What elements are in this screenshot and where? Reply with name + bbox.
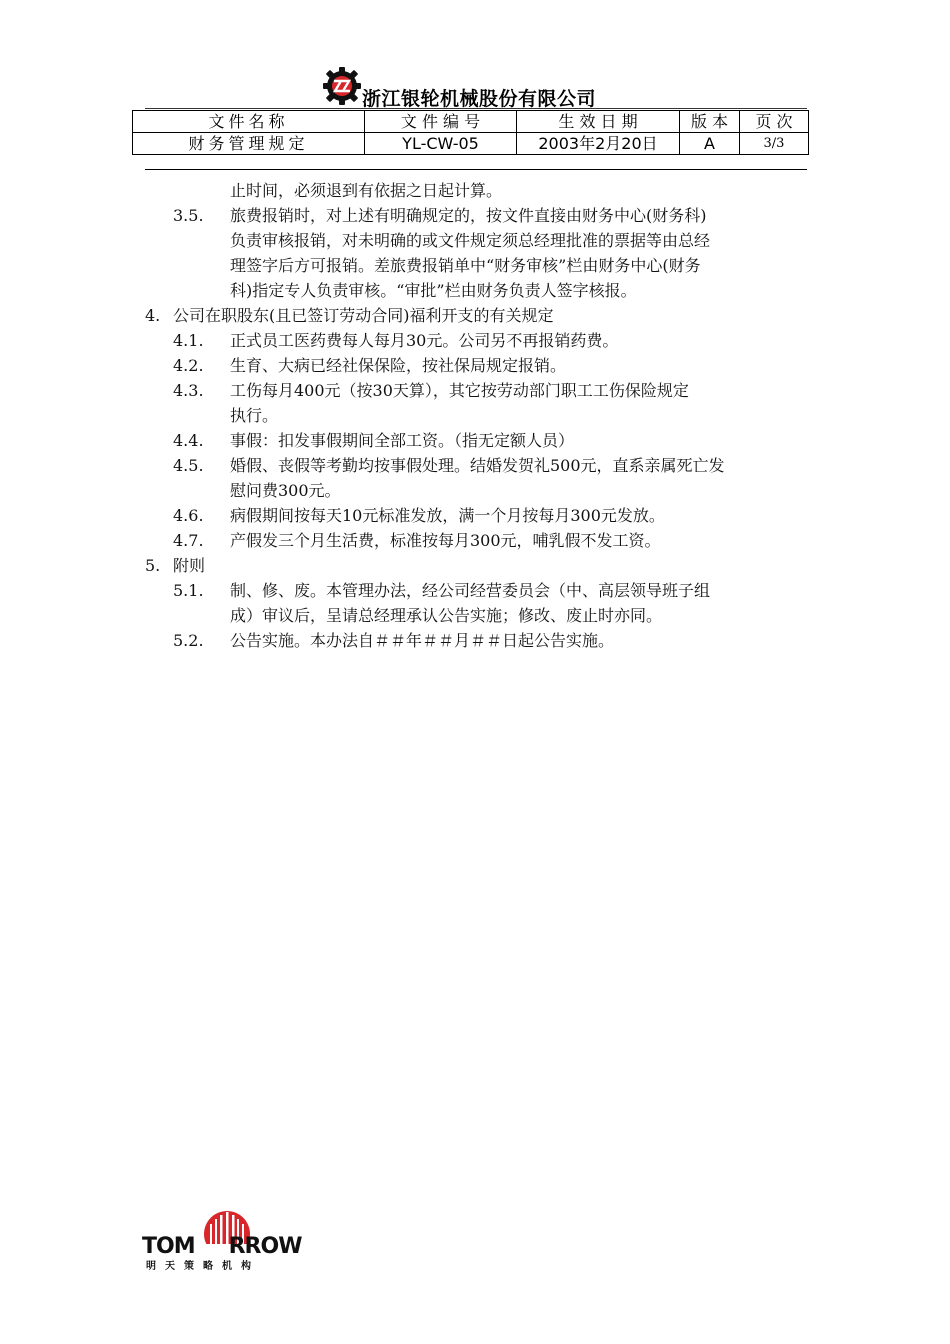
clause-4-4 — [0, 428, 950, 453]
clause-5-1 — [0, 578, 950, 628]
clause-4-5 — [0, 453, 950, 503]
value-version: A — [680, 133, 740, 155]
text-line: 科)指定专人负责审核。“审批”栏由财务负责人签字核报。 — [230, 281, 637, 300]
clause-5-2 — [0, 628, 950, 653]
label-file-name: 文件名称 — [133, 111, 365, 133]
brand-left: TOM — [142, 1234, 195, 1259]
clause-number: 4.4. — [173, 431, 204, 450]
clause-text: 生育、大病已经社保保险，按社保局规定报销。 — [230, 356, 567, 375]
value-page: 3/3 — [740, 133, 809, 155]
section-title: 附则 — [173, 556, 206, 575]
clause-number: 5.2. — [173, 631, 204, 650]
clause-text — [230, 578, 810, 628]
section-5-heading — [0, 553, 950, 578]
clause-number: 4.3. — [173, 381, 204, 400]
text-line: 负责审核报销，对未明确的或文件规定须总经理批准的票据等由总经 — [230, 231, 711, 250]
continued-paragraph — [0, 178, 950, 203]
clause-4-3 — [0, 378, 950, 428]
clause-4-1 — [0, 328, 950, 353]
info-label-row — [133, 111, 809, 133]
value-file-name: 财务管理规定 — [133, 133, 365, 155]
clause-4-2 — [0, 353, 950, 378]
label-effective-date: 生 效 日 期 — [517, 111, 680, 133]
document-body — [0, 178, 950, 653]
document-info-table — [132, 110, 809, 155]
text-line: 理签字后方可报销。差旅费报销单中“财务审核”栏由财务中心(财务 — [230, 256, 701, 275]
tomorrow-brand-logo — [142, 1210, 307, 1270]
clause-number: 4.2. — [173, 356, 204, 375]
clause-number: 3.5. — [173, 206, 204, 225]
clause-text: 产假发三个月生活费，标准按每月300元，哺乳假不发工资。 — [230, 531, 661, 550]
clause-number: 5.1. — [173, 581, 204, 600]
value-file-number: YL-CW-05 — [365, 133, 517, 155]
document-header — [0, 0, 950, 180]
clause-4-6 — [0, 503, 950, 528]
clause-text: 事假：扣发事假期间全部工资。（指无定额人员） — [230, 431, 575, 450]
brand-wordmark — [142, 1234, 301, 1259]
section-number: 5. — [145, 556, 161, 575]
text-line: 制、修、废。本管理办法，经公司经营委员会（中、高层领导班子组 — [230, 581, 711, 600]
brand-right: RROW — [228, 1234, 302, 1259]
clause-text — [230, 203, 810, 303]
clause-number: 4.7. — [173, 531, 204, 550]
header-bottom-rule — [145, 169, 807, 170]
paragraph-text: 止时间，必须退到有依据之日起计算。 — [230, 181, 503, 200]
section-number: 4. — [145, 306, 161, 325]
yinlun-gear-logo-icon — [322, 66, 362, 106]
text-line: 执行。 — [230, 406, 279, 425]
brand-subtitle: 明天策略机构 — [146, 1261, 260, 1272]
clause-text: 病假期间按每天10元标准发放，满一个月按每月300元发放。 — [230, 506, 665, 525]
label-file-number: 文 件 编 号 — [365, 111, 517, 133]
clause-number: 4.1. — [173, 331, 204, 350]
text-line: 成）审议后，呈请总经理承认公告实施；修改、废止时亦同。 — [230, 606, 663, 625]
clause-text — [230, 453, 810, 503]
info-value-row — [133, 133, 809, 155]
text-line: 慰问费300元。 — [230, 481, 341, 500]
clause-text: 公告实施。本办法自＃＃年＃＃月＃＃日起公告实施。 — [230, 631, 615, 650]
clause-number: 4.6. — [173, 506, 204, 525]
clause-number: 4.5. — [173, 456, 204, 475]
clause-text — [230, 378, 810, 428]
header-top-rule — [145, 108, 807, 109]
text-line: 旅费报销时，对上述有明确规定的，按文件直接由财务中心(财务科) — [230, 206, 707, 225]
text-line: 婚假、丧假等考勤均按事假处理。结婚发贺礼500元，直系亲属死亡发 — [230, 456, 725, 475]
section-title: 公司在职股东(且已签订劳动合同)福利开支的有关规定 — [173, 306, 554, 325]
label-version: 版 本 — [680, 111, 740, 133]
label-page: 页 次 — [740, 111, 809, 133]
company-name: 浙江银轮机械股份有限公司 — [362, 88, 597, 110]
clause-4-7 — [0, 528, 950, 553]
section-4-heading — [0, 303, 950, 328]
text-line: 工伤每月400元（按30天算），其它按劳动部门职工工伤保险规定 — [230, 381, 689, 400]
clause-text: 正式员工医药费每人每月30元。公司另不再报销药费。 — [230, 331, 619, 350]
clause-3-5 — [0, 203, 950, 303]
value-effective-date: 2003年2月20日 — [517, 133, 680, 155]
